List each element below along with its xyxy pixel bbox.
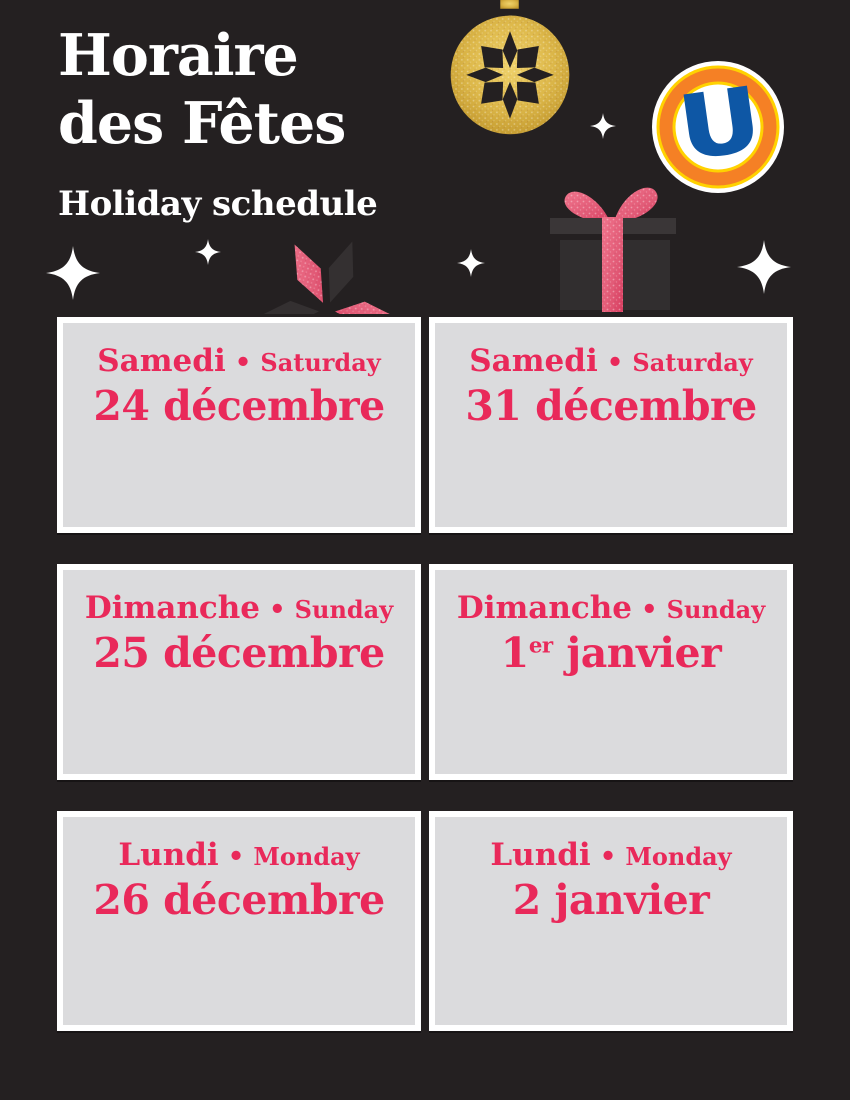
day-name-en: Monday (253, 842, 360, 871)
bullet-separator: • (227, 842, 245, 872)
bullet-separator: • (269, 595, 286, 625)
sparkle-icon (195, 237, 221, 267)
day-name-en: Sunday (666, 595, 766, 624)
date-superscript: er (528, 633, 553, 659)
card-day-line (97, 343, 380, 379)
bullet-separator: • (641, 595, 658, 625)
day-name-en: Sunday (294, 595, 394, 624)
page-subtitle-en: Holiday schedule (58, 184, 378, 224)
card-date: 26 décembre (93, 876, 385, 924)
day-name-fr: Lundi (490, 837, 591, 873)
bullet-separator: • (234, 348, 252, 378)
u-logo (652, 61, 784, 193)
card-day-line (469, 343, 752, 379)
bullet-separator: • (599, 842, 617, 872)
poinsettia-fan-icon (250, 238, 400, 314)
day-name-en: Saturday (260, 348, 381, 377)
schedule-card-grid (57, 317, 793, 1031)
day-name-fr: Samedi (469, 343, 598, 379)
gift-icon (546, 182, 678, 314)
card-date: 25 décembre (93, 629, 385, 677)
title-line-fr-2: des Fêtes (58, 90, 346, 157)
card-day-line (85, 590, 393, 626)
bullet-separator: • (606, 348, 624, 378)
day-name-fr: Samedi (97, 343, 226, 379)
title-line-fr-1: Horaire (58, 22, 298, 89)
card-date: 31 décembre (465, 382, 757, 430)
day-name-en: Monday (625, 842, 732, 871)
card-date: 2 janvier (512, 876, 710, 924)
schedule-card-jan-2 (429, 811, 793, 1031)
day-name-en: Saturday (632, 348, 753, 377)
sparkle-icon (457, 245, 485, 281)
card-day-line (490, 837, 731, 873)
page-title (58, 22, 345, 158)
schedule-card-dec-25 (57, 564, 421, 780)
sparkle-icon (737, 238, 791, 296)
bauble-ornament-icon (447, 0, 573, 142)
schedule-card-dec-31 (429, 317, 793, 533)
sparkle-icon (590, 110, 616, 142)
schedule-card-dec-24 (57, 317, 421, 533)
schedule-card-jan-1 (429, 564, 793, 780)
card-date: 24 décembre (93, 382, 385, 430)
day-name-fr: Dimanche (84, 590, 261, 626)
card-day-line (118, 837, 359, 873)
day-name-fr: Lundi (118, 837, 219, 873)
day-name-fr: Dimanche (456, 590, 633, 626)
schedule-card-dec-26 (57, 811, 421, 1031)
card-day-line (457, 590, 765, 626)
card-date: 1er janvier (500, 629, 722, 677)
sparkle-icon (46, 244, 100, 302)
